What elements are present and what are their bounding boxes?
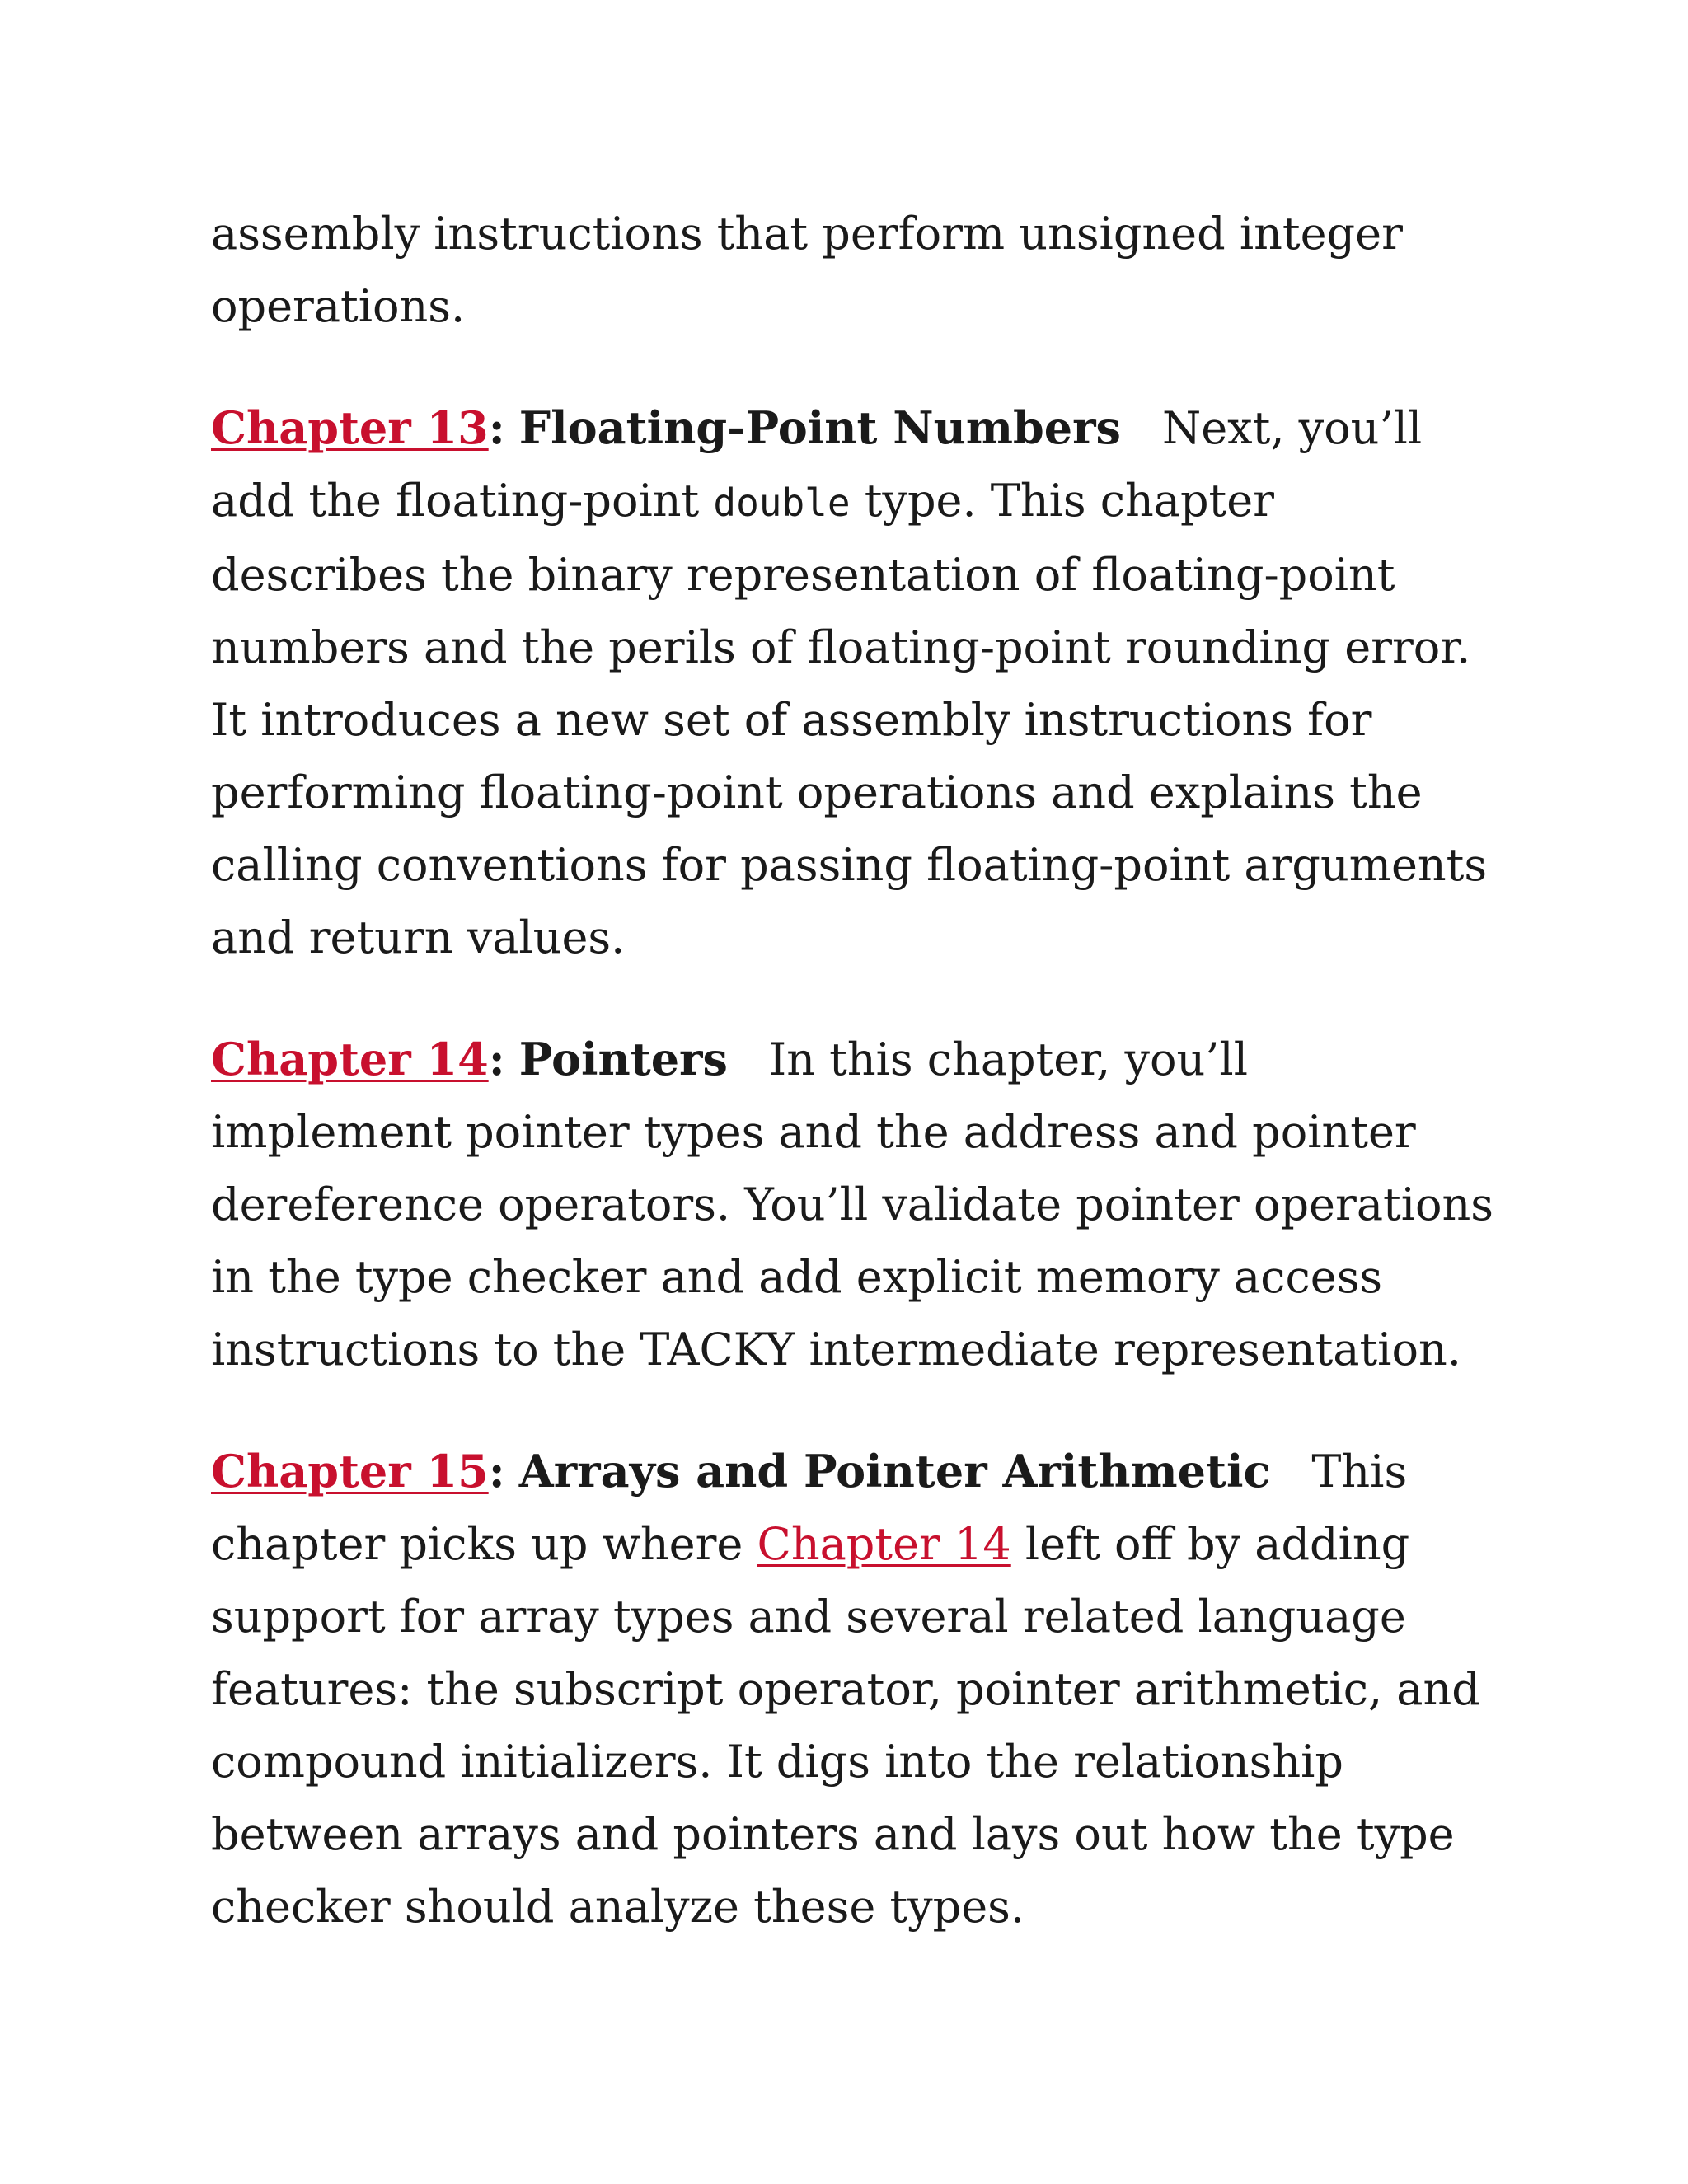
chapter-13-entry — [211, 391, 1497, 974]
chapter-13-description-end: type. This chapter describes the binary representation of floating-point numbers and the perils of floating-point rounding error. It introduces a new set of assembly instructions for performing floating-point operations and explains the calling conventions for passing floating-point arguments and return values. — [211, 475, 1488, 963]
chapter-13-link[interactable]: Chapter 13 — [211, 401, 489, 454]
chapter-13-description-start: Next, you’ll add the floating-point — [211, 402, 1423, 527]
chapter-15-link[interactable]: Chapter 15 — [211, 1445, 489, 1497]
chapter-15-description-end: left off by adding support for array types and several related language features: the subscript operator, pointer arithmetic, and compound initializers. It digs into the relationship between arrays and pointers and lays out how the type checker should analyze these types. — [211, 1518, 1480, 1933]
chapter-14-title: Pointers — [518, 1033, 728, 1085]
chapter-14-description: In this chapter, you’ll implement pointer types and the address and pointer dereference operators. You’ll validate pointer operations in the type checker and add explicit memory access instructions to the TACKY intermediate representation. — [211, 1033, 1493, 1376]
chapter-14-link[interactable]: Chapter 14 — [211, 1033, 489, 1085]
chapter-14-separator: : — [488, 1033, 505, 1085]
chapter-15-separator: : — [488, 1445, 505, 1497]
chapter-14-entry — [211, 1023, 1497, 1386]
intro-text: assembly instructions that perform unsigned integer operations. — [211, 208, 1403, 332]
chapter-15-description-start: This chapter picks up where — [211, 1446, 1408, 1570]
intro-paragraph — [211, 198, 1497, 343]
double-code: double — [713, 480, 851, 525]
chapter-15-entry — [211, 1435, 1497, 1943]
chapter-13-title: Floating-Point Numbers — [518, 401, 1121, 454]
chapter-13-separator: : — [488, 401, 505, 454]
document-page — [211, 198, 1497, 1992]
chapter-15-title: Arrays and Pointer Arithmetic — [518, 1445, 1271, 1497]
chapter-14-inline-link[interactable]: Chapter 14 — [757, 1518, 1011, 1570]
